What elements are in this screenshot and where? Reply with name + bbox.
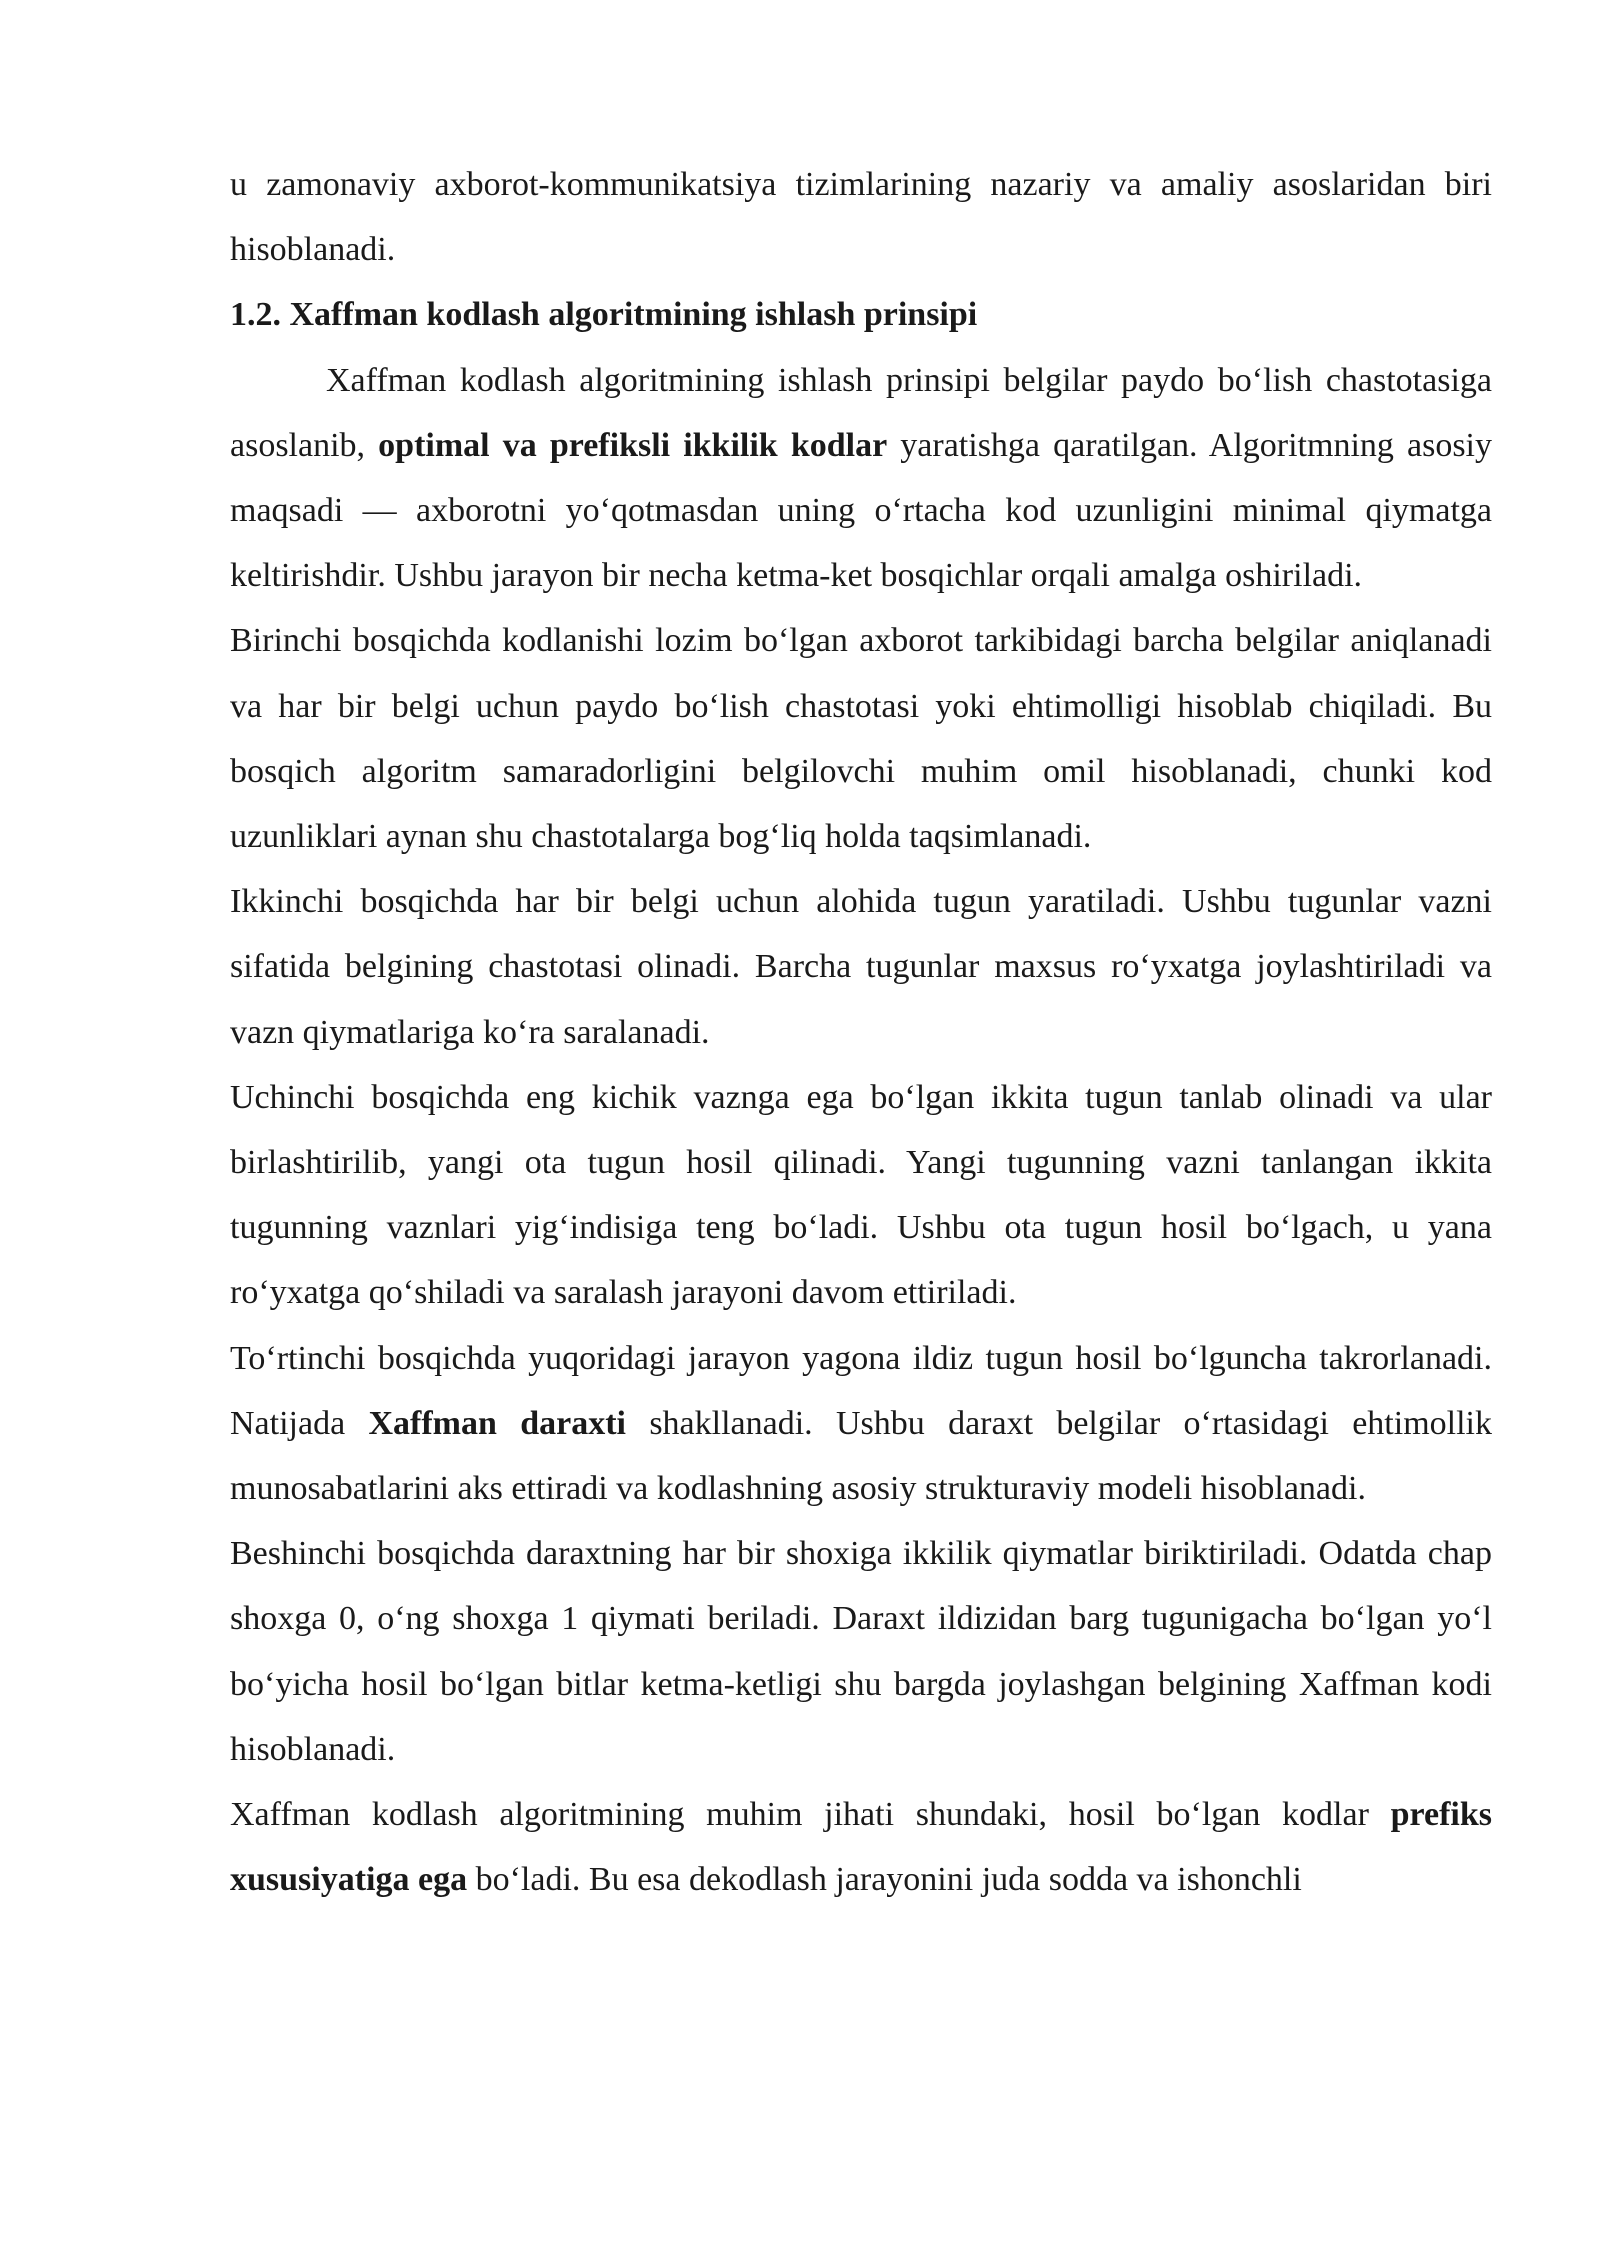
paragraph-step-4-text-a: To‘rtinchi bosqichda yuqoridagi jarayon yagona ildiz tugun hosil bo‘lguncha takrorlanadi. Natijada [230,1339,1492,1442]
paragraph-step-4-text-c: shakllanadi. Ushbu daraxt belgilar o‘rtasidagi ehtimollik munosabatlarini aks ettiradi va kodlashning asosiy strukturaviy modeli hisoblanadi. [230,1404,1492,1508]
paragraph-principle-bold: optimal va prefiksli ikkilik kodlar [378,426,888,464]
paragraph-intro-continuation: u zamonaviy axborot-kommunikatsiya tizimlarining nazariy va amaliy asoslaridan biri hisoblanadi. [230,166,1492,269]
paragraph-prefix-text-c: bo‘ladi. Bu esa dekodlash jarayonini juda sodda va ishonchli [467,1861,1302,1899]
paragraph-step-1: Birinchi bosqichda kodlanishi lozim bo‘lgan axborot tarkibidagi barcha belgilar aniqlanadi va har bir belgi uchun paydo bo‘lish chastotasi yoki ehtimolligi hisoblab chiqiladi. Bu bosqich algoritm samaradorligini belgilovchi muhim omil hisoblanadi, chunki kod uzunliklari aynan shu chastotalarga bog‘liq holda taqsimlanadi. [230,622,1492,856]
paragraph-principle [230,348,1492,609]
paragraph-step-3: Uchinchi bosqichda eng kichik vaznga ega bo‘lgan ikkita tugun tanlab olinadi va ular birlashtirilib, yangi ota tugun hosil qilinadi. Yangi tugunning vazni tanlangan ikkita tugunning vaznlari yig‘indisiga teng bo‘ladi. Ushbu ota tugun hosil bo‘lgach, u yana ro‘yxatga qo‘shiladi va saralash jarayoni davom ettiriladi. [230,1078,1492,1312]
paragraph-prefix-bold: prefiks xususiyatiga ega [230,1796,1492,1899]
section-heading: 1.2. Xaffman kodlash algoritmining ishlash prinsipi [230,296,978,334]
paragraph-step-4 [230,1326,1492,1522]
paragraph-principle-text-a: Xaffman kodlash algoritmining ishlash prinsipi belgilar paydo bo‘lish chastotasiga asoslanib, [230,361,1492,464]
paragraph-prefix-property [230,1782,1492,1912]
document-page [230,152,1492,1912]
paragraph-principle-text-c: yaratishga qaratilgan. Algoritmning asosiy maqsadi — axborotni yo‘qotmasdan uning o‘rtacha kod uzunligini minimal qiymatga keltirishdir. Ushbu jarayon bir necha ketma-ket bosqichlar orqali amalga oshiriladi. [230,426,1493,595]
paragraph-step-4-bold: Xaffman daraxti [368,1404,626,1442]
paragraph-prefix-text-a: Xaffman kodlash algoritmining muhim jihati shundaki, hosil bo‘lgan kodlar [230,1796,1391,1834]
paragraph-step-5: Beshinchi bosqichda daraxtning har bir shoxiga ikkilik qiymatlar biriktiriladi. Odatda chap shoxga 0, o‘ng shoxga 1 qiymati beriladi. Daraxt ildizidan barg tugunigacha bo‘lgan yo‘l bo‘yicha hosil bo‘lgan bitlar ketma-ketligi shu bargda joylashgan belgining Xaffman kodi hisoblanadi. [230,1535,1492,1768]
paragraph-step-2: Ikkinchi bosqichda har bir belgi uchun alohida tugun yaratiladi. Ushbu tugunlar vazni sifatida belgining chastotasi olinadi. Barcha tugunlar maxsus ro‘yxatga joylashtiriladi va vazn qiymatlariga ko‘ra saralanadi. [230,883,1492,1051]
